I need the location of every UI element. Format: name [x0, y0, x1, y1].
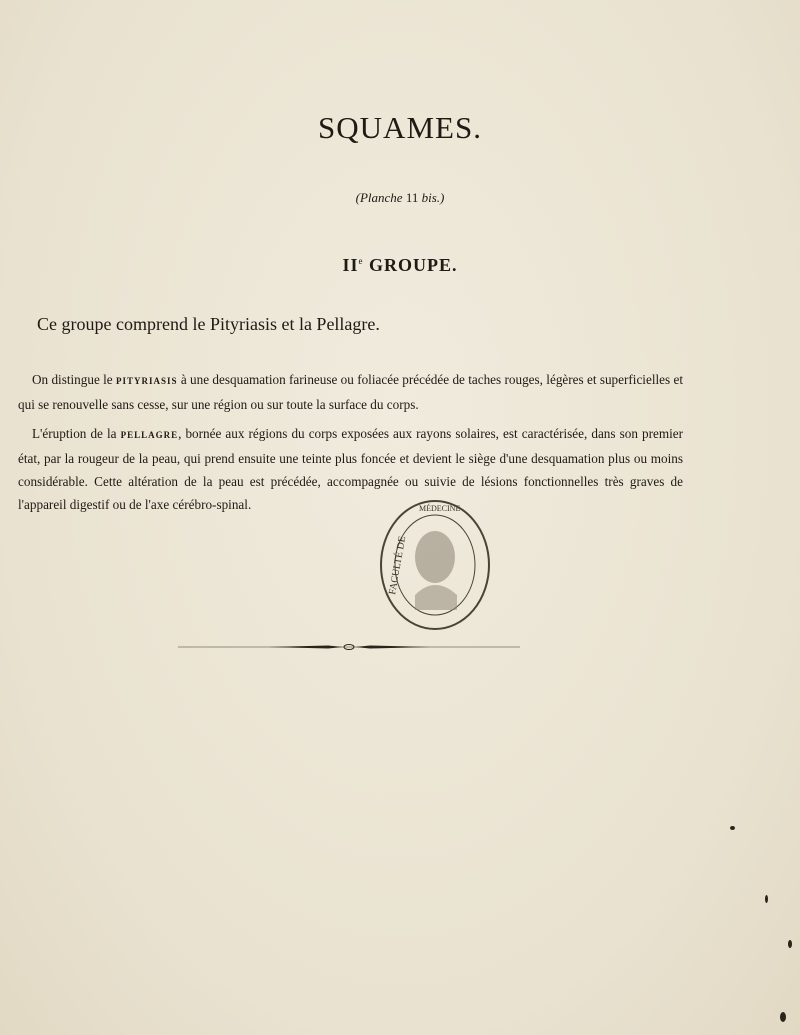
paragraph-text: On distingue le	[32, 372, 116, 387]
stamp-text-top: MÉDECINE	[419, 504, 461, 513]
lead-sentence: Ce groupe comprend le Pityriasis et la Pellagre.	[37, 314, 380, 334]
paragraph-text: à une desquamation farineuse ou foliacée précédée de taches rouges, légères et superficielles et qui se renouvelle sans cesse, sur une région ou sur toute la surface du corps.	[18, 372, 683, 412]
ink-speck	[788, 940, 792, 948]
plate-reference	[0, 190, 800, 206]
paragraph-text: L'éruption de la	[32, 426, 121, 441]
group-label: GROUPE.	[369, 255, 458, 275]
plate-label: Planche	[359, 190, 403, 205]
stamp-text-left: FACULTÉ DE	[387, 535, 409, 596]
paragraph-text: , bornée aux régions du corps exposées aux rayons solaires, est caractérisée, dans son premier état, par la rougeur de la peau, qui prend ensuite une teinte plus foncée et devient le siège d'une desquamation plus ou moins considérable. Cette altération de la peau est précédée, accompagnée ou suivie de lésions fonctionnelles très graves de l'appareil digestif ou de l'axe cérébro-spinal.	[18, 426, 683, 512]
group-superscript: e	[358, 256, 364, 266]
paragraph-pellagre	[18, 422, 683, 516]
ink-speck	[765, 895, 768, 903]
group-numeral: II	[342, 255, 359, 275]
plate-bis: bis.	[421, 190, 441, 205]
plate-number: 11	[405, 190, 419, 205]
library-stamp	[375, 495, 495, 635]
plate-close-paren: )	[440, 190, 445, 205]
ink-speck	[780, 1012, 786, 1022]
plate-open-paren: (	[355, 190, 360, 205]
ink-speck	[730, 826, 735, 830]
page-title: SQUAMES.	[318, 110, 482, 145]
group-heading	[0, 255, 800, 276]
term-pellagre: PELLAGRE	[120, 430, 179, 440]
ornamental-rule	[178, 644, 520, 650]
term-pityriasis: PITYRIASIS	[116, 376, 178, 386]
paragraph-pityriasis	[18, 368, 683, 416]
